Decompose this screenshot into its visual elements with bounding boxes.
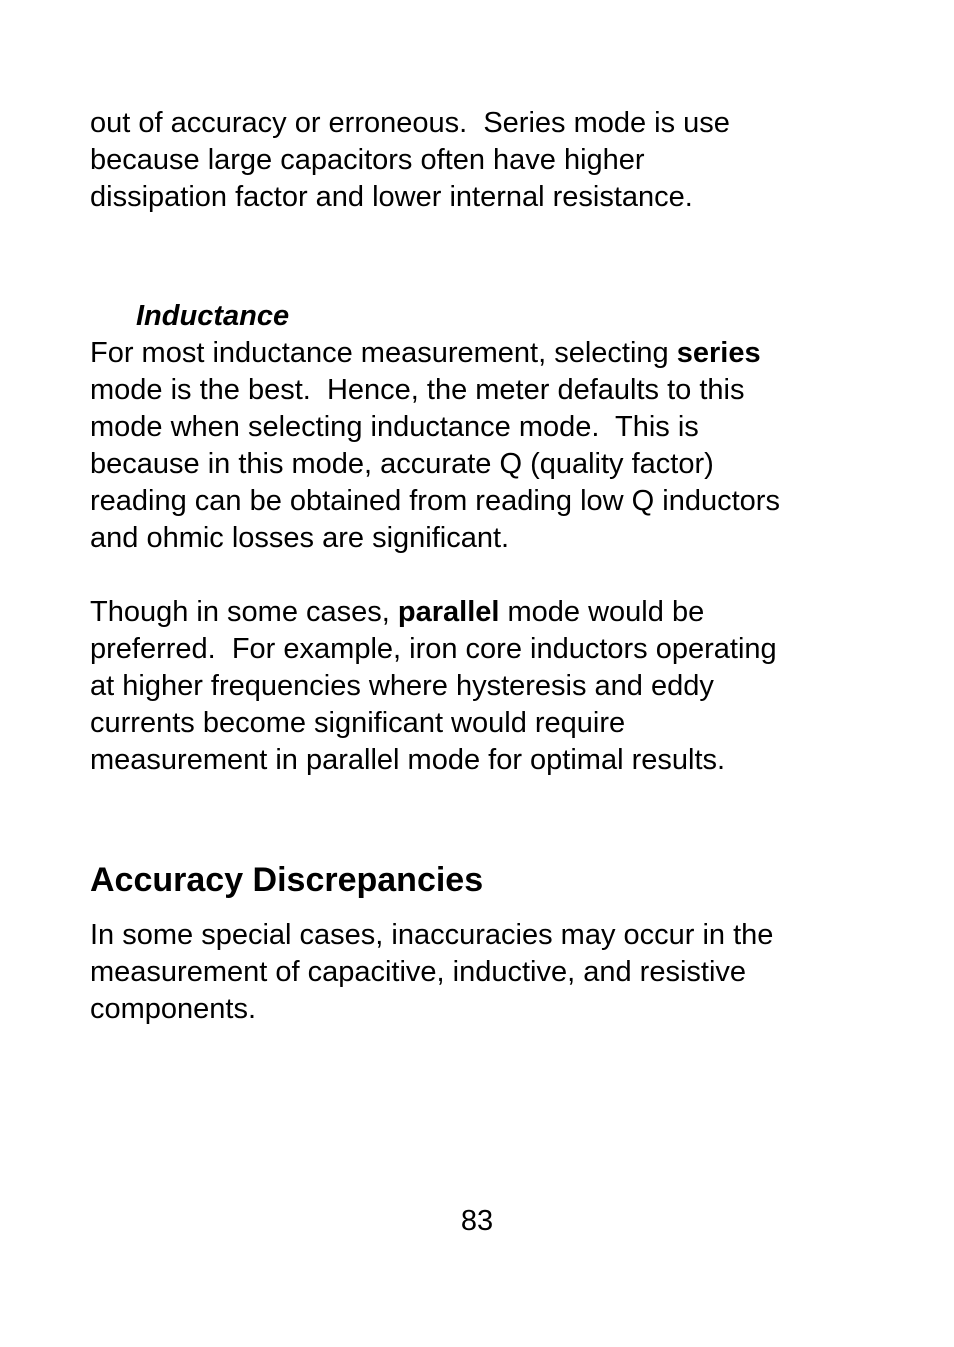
text-fragment: For most inductance measurement, selecting (90, 337, 677, 369)
inductance-heading: Inductance (136, 300, 290, 332)
text-line: and ohmic losses are significant. (90, 522, 510, 554)
text-line: because in this mode, accurate Q (quality factor) (90, 448, 714, 480)
bold-term-series: series (676, 337, 761, 369)
text-line: reading can be obtained from reading low Q inductors (90, 485, 780, 517)
text-line: measurement of capacitive, inductive, and resistive (90, 956, 747, 988)
text-line: at higher frequencies where hysteresis and eddy (90, 670, 714, 702)
text-line (90, 594, 890, 631)
accuracy-discrepancies-heading: Accuracy Discrepancies (90, 861, 484, 899)
text-line: components. (90, 993, 257, 1025)
accuracy-paragraph (90, 917, 890, 1028)
text-line (90, 335, 890, 372)
text-line: mode when selecting inductance mode. This is (90, 411, 699, 443)
text-line: mode is the best. Hence, the meter defaults to this (90, 374, 745, 406)
bold-term-parallel: parallel (397, 596, 500, 628)
text-line: out of accuracy or erroneous. Series mode is use (90, 107, 730, 139)
document-page (90, 105, 890, 1028)
text-fragment: Though in some cases, (90, 596, 398, 628)
text-line: currents become significant would require (90, 707, 626, 739)
intro-paragraph (90, 105, 890, 216)
inductance-paragraph-1 (90, 335, 890, 557)
text-fragment: mode would be (499, 596, 705, 628)
page-number: 83 (460, 1205, 494, 1237)
text-line: because large capacitors often have higher (90, 144, 645, 176)
inductance-paragraph-2 (90, 594, 890, 779)
text-line: preferred. For example, iron core inductors operating (90, 633, 777, 665)
text-line: measurement in parallel mode for optimal results. (90, 744, 726, 776)
text-line: In some special cases, inaccuracies may occur in the (90, 919, 774, 951)
text-line: dissipation factor and lower internal resistance. (90, 181, 693, 213)
